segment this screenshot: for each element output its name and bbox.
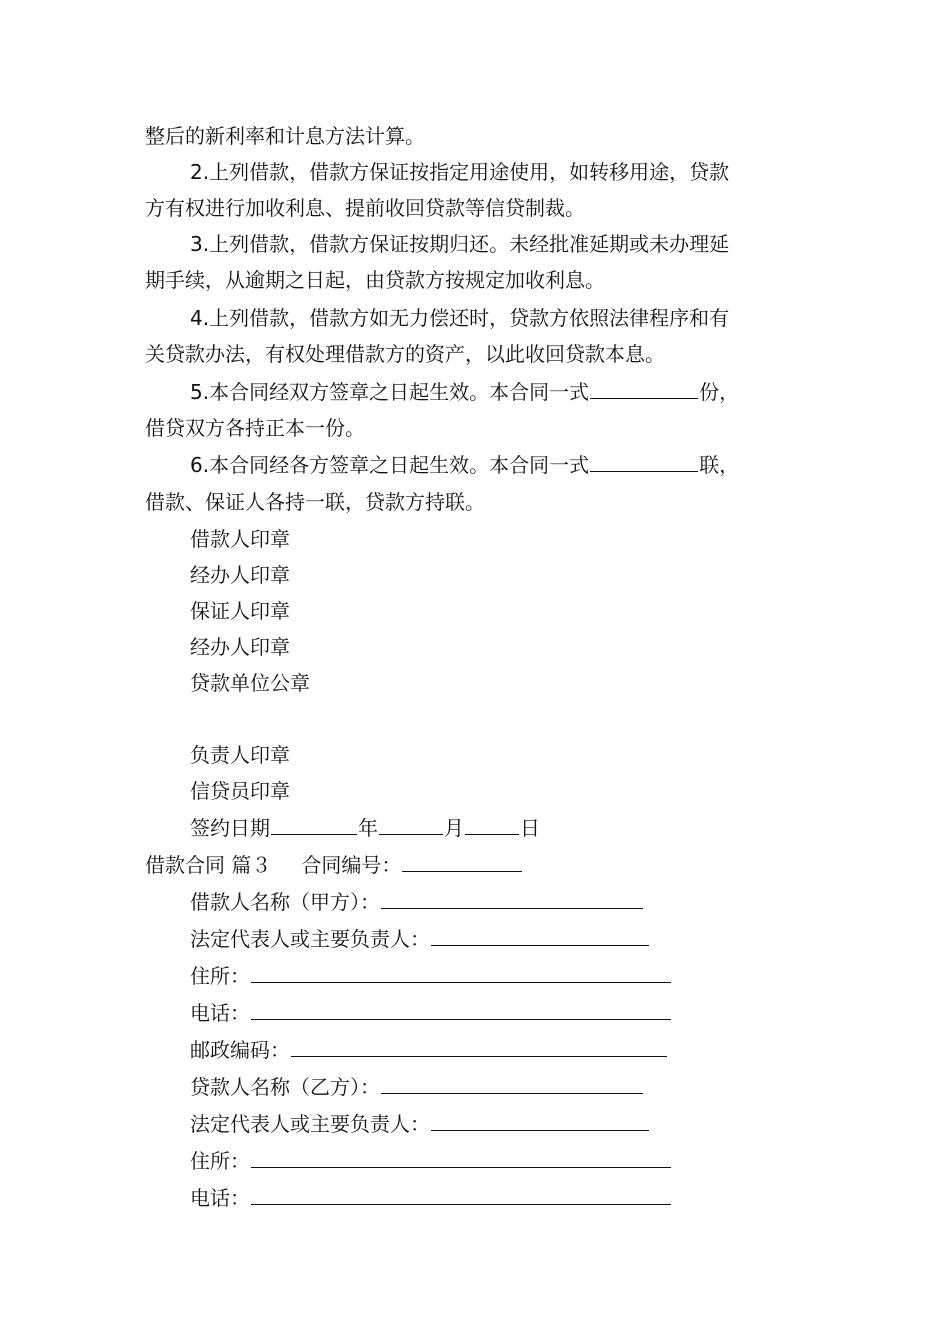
- clause-6-line-1: 6.本合同经各方签章之日起生效。本合同一式 联，: [190, 453, 740, 477]
- borrower-phone-field: 电话：: [190, 1000, 672, 1024]
- clause-4-line-1: 4.上列借款，借款方如无力偿还时，贷款方依照法律程序和有: [190, 306, 730, 330]
- lender-representative-field: 法定代表人或主要负责人：: [190, 1111, 650, 1135]
- contract-number-blank[interactable]: [402, 852, 522, 872]
- clause-4-line-2: 关贷款办法，有权处理借款方的资产，以此收回贷款本息。: [145, 342, 665, 366]
- signature-lender-official-seal: 贷款单位公章: [190, 671, 310, 695]
- borrower-representative-blank[interactable]: [431, 926, 649, 946]
- clause-2-line-1: 2.上列借款，借款方保证按指定用途使用，如转移用途，贷款: [190, 160, 730, 184]
- lender-phone-field: 电话：: [190, 1185, 672, 1209]
- year-blank[interactable]: [271, 815, 357, 835]
- lender-name-blank[interactable]: [381, 1074, 643, 1094]
- month-blank[interactable]: [379, 815, 443, 835]
- lender-phone-blank[interactable]: [251, 1185, 671, 1205]
- clause-2-line-2: 方有权进行加收利息、提前收回贷款等信贷制裁。: [145, 196, 585, 220]
- clause-5-line-2: 借贷双方各持正本一份。: [145, 416, 365, 440]
- signing-date-line: 签约日期 年 月 日: [190, 816, 540, 840]
- copies-blank[interactable]: [590, 452, 698, 472]
- signature-principal-seal: 负责人印章: [190, 743, 290, 767]
- borrower-phone-blank[interactable]: [251, 1000, 671, 1020]
- borrower-postcode-field: 邮政编码：: [190, 1037, 668, 1061]
- signature-borrower-seal: 借款人印章: [190, 527, 290, 551]
- lender-address-field: 住所：: [190, 1148, 672, 1172]
- day-blank[interactable]: [465, 815, 519, 835]
- contract-heading-line: [145, 852, 523, 876]
- clause-5-line-1: 5.本合同经双方签章之日起生效。本合同一式 份，: [190, 380, 740, 404]
- lender-representative-blank[interactable]: [431, 1111, 649, 1131]
- signature-handler-seal: 经办人印章: [190, 563, 290, 587]
- lender-address-blank[interactable]: [251, 1148, 671, 1168]
- clause-3-line-2: 期手续，从逾期之日起，由贷款方按规定加收利息。: [145, 268, 605, 292]
- clause-3-line-1: 3.上列借款，借款方保证按期归还。未经批准延期或未办理延: [190, 232, 730, 256]
- borrower-postcode-blank[interactable]: [291, 1037, 667, 1057]
- borrower-address-blank[interactable]: [251, 963, 671, 983]
- borrower-name-blank[interactable]: [381, 889, 643, 909]
- signature-handler-seal-2: 经办人印章: [190, 635, 290, 659]
- borrower-name-field: 借款人名称（甲方）：: [190, 889, 644, 913]
- lender-name-field: 贷款人名称（乙方）：: [190, 1074, 644, 1098]
- signature-credit-officer-seal: 信贷员印章: [190, 779, 290, 803]
- borrower-representative-field: 法定代表人或主要负责人：: [190, 926, 650, 950]
- signature-guarantor-seal: 保证人印章: [190, 599, 290, 623]
- copies-blank[interactable]: [590, 379, 698, 399]
- clause-6-line-2: 借款、保证人各持一联，贷款方持联。: [145, 490, 485, 514]
- borrower-address-field: 住所：: [190, 963, 672, 987]
- contract-number-label: 合同编号：: [301, 853, 402, 877]
- contract-title: 借款合同 篇３: [145, 853, 272, 877]
- paragraph-line: 整后的新利率和计息方法计算。: [145, 124, 425, 148]
